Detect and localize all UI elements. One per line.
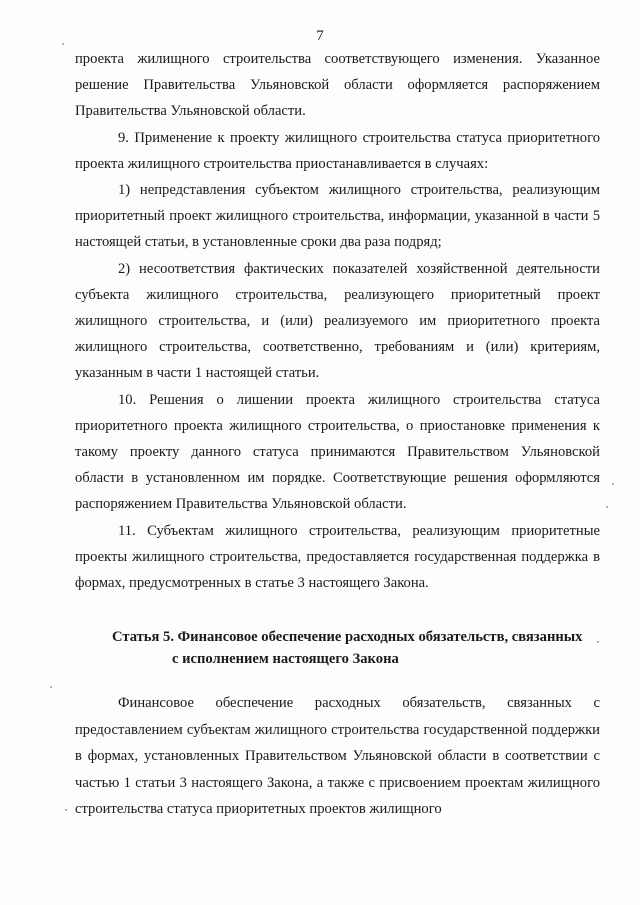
- scan-speck: [50, 686, 52, 688]
- paragraph-item-9-2: 2) несоответствия фактических показателей хозяйственной деятельности субъекта жилищного строительства, реализующего приоритетный проект жилищного строительства, и (или) реализуемого им приоритетного проекта жилищного строительства, соответственно, требованиям и (или) критериям, указанным в части 1 настоящей статьи.: [75, 260, 600, 382]
- article-paragraph: Финансовое обеспечение расходных обязательств, связанных с предоставлением субъектам жилищного строительства государственной поддержки в формах, установленных Правительством Ульяновской области в соответствии с частью 1 статьи 3 настоящего Закона, а также с присвоением проектам жилищного строительства статуса приоритетных проектов жилищного: [75, 695, 600, 818]
- scan-speck: [612, 483, 614, 485]
- paragraph-item-9-1: 1) непредставления субъектом жилищного строительства, реализующим приоритетный проект жилищного строительства, информации, указанной в части 5 настоящей статьи, в установленные сроки два раза подряд;: [75, 182, 600, 251]
- page-number: 7: [316, 28, 324, 44]
- scan-speck: [65, 809, 67, 811]
- scan-speck: [606, 506, 608, 508]
- article-body: [75, 690, 600, 823]
- scan-speck: [62, 43, 64, 45]
- article-heading-line-1: Статья 5. Финансовое обеспечение расходных обязательств, связанных: [112, 629, 583, 645]
- paragraph-item-10: 10. Решения о лишении проекта жилищного строительства статуса приоритетного проекта жилищного строительства, о приостановке применения к такому проекту данного статуса принимаются Правительством Ульяновской области в установленном им порядке. Соответствующие решения оформляются распоряжением Правительства Ульяновской области.: [75, 391, 600, 513]
- paragraph-item-9: 9. Применение к проекту жилищного строительства статуса приоритетного проекта жилищного строительства приостанавливается в случаях:: [75, 129, 600, 172]
- article-heading: [112, 626, 602, 670]
- article-heading-line-2: с исполнением настоящего Закона: [172, 651, 399, 667]
- scan-speck: [597, 641, 599, 643]
- paragraph-item-11: 11. Субъектам жилищного строительства, реализующим приоритетные проекты жилищного строительства, предоставляется государственная поддержка в формах, предусмотренных в статье 3 настоящего Закона.: [75, 522, 600, 592]
- paragraph-continuation: проекта жилищного строительства соответствующего изменения. Указанное решение Правительства Ульяновской области оформляется распоряжением Правительства Ульяновской области.: [75, 51, 600, 120]
- document-body: [75, 46, 600, 596]
